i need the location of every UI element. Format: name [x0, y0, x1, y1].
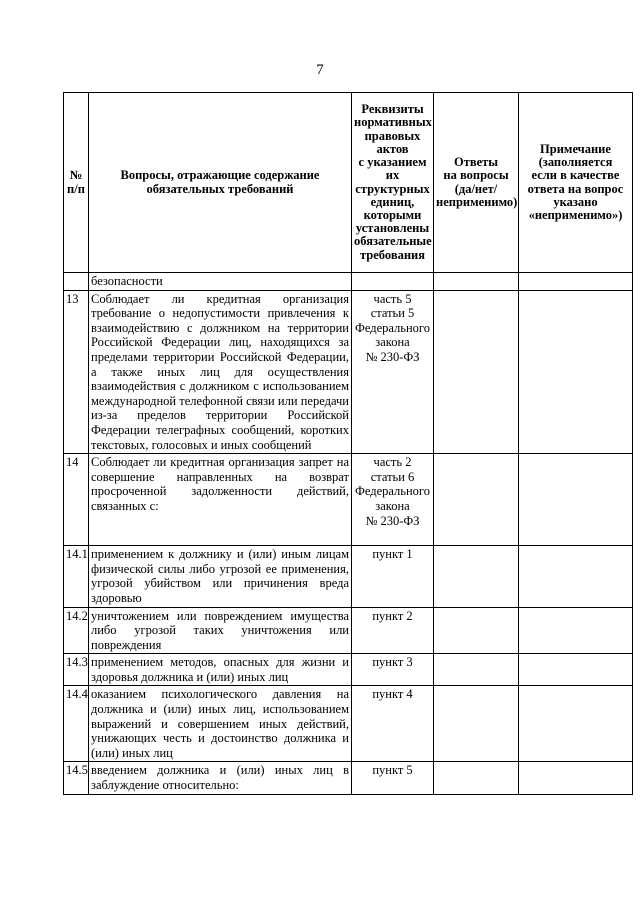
header-num [64, 93, 89, 273]
note-cell[interactable] [519, 546, 633, 607]
requisite-line: закона [375, 335, 410, 350]
row-question: введением должника и (или) иных лиц в заблуждение относительно: [89, 762, 352, 794]
requisite-line: № 230-ФЗ [365, 513, 420, 528]
table-row [64, 290, 633, 454]
note-cell[interactable] [519, 607, 633, 654]
header-num-line: п/п [67, 181, 85, 196]
header-num-line: № [69, 168, 83, 183]
requisite-line: часть 5 [373, 291, 412, 306]
requisite-line: статьи 6 [370, 469, 415, 484]
row-number: 14.1 [64, 546, 89, 607]
note-cell[interactable] [519, 454, 633, 546]
header-requisites-line: обязательные [354, 234, 432, 249]
header-requisites-line: актов [376, 141, 409, 156]
answer-cell[interactable] [434, 654, 519, 686]
requisite-line: Федерального [354, 320, 431, 335]
header-note-line: ответа на вопрос [527, 181, 624, 196]
header-question [89, 93, 352, 273]
row-question: Соблюдает ли кредитная организация требование о недопустимости привлечения к взаимодействию с должником на территории Российской Федерации лиц, находящихся за пределами территории Российской Федерации, а также иных лиц для осуществления взаимодействия с должником с использованием международной телефонной связи или передачи из-за пределов территории Российской Федерации телеграфных сообщений, коротких текстовых, голосовых и иных сообщений [89, 290, 352, 454]
requisite-line: № 230-ФЗ [365, 349, 420, 364]
requisite-line: пункт 4 [372, 687, 413, 702]
header-question-line: обязательных требований [146, 181, 294, 196]
header-requisites-line: требования [360, 247, 425, 262]
header-answers-line: (да/нет/ [454, 181, 498, 196]
page-number: 7 [316, 62, 324, 78]
table-row [64, 762, 633, 794]
header-row [64, 93, 633, 273]
row-requisites [352, 273, 434, 291]
row-requisites [352, 654, 434, 686]
row-requisites [352, 686, 434, 762]
row-number: 14.3 [64, 654, 89, 686]
answer-cell[interactable] [434, 546, 519, 607]
requisite-line: закона [375, 498, 410, 513]
header-requisites-line: правовых [364, 128, 421, 143]
answer-cell[interactable] [434, 273, 519, 291]
note-cell[interactable] [519, 686, 633, 762]
requisite-line: часть 2 [373, 455, 412, 470]
checklist-table [63, 92, 633, 795]
table-row [64, 654, 633, 686]
table-row [64, 546, 633, 607]
note-cell[interactable] [519, 654, 633, 686]
requisite-line: пункт 2 [372, 608, 413, 623]
table-row [64, 686, 633, 762]
header-note-line: если в качестве [531, 168, 620, 183]
row-requisites [352, 290, 434, 454]
header-note-line: указано [553, 194, 598, 209]
header-requisites-line: нормативных [354, 115, 432, 130]
header-requisites-line: с указанием [358, 155, 427, 170]
header-answers-line: Ответы [453, 155, 499, 170]
header-requisites-line: их [385, 168, 400, 183]
row-number: 14 [64, 454, 89, 546]
row-number [64, 273, 89, 291]
note-cell[interactable] [519, 762, 633, 794]
note-cell[interactable] [519, 290, 633, 454]
requisite-line: Федерального [354, 484, 431, 499]
row-number: 13 [64, 290, 89, 454]
header-requisites-line: установлены [355, 221, 430, 236]
header-answers [434, 93, 519, 273]
requisite-line: статьи 5 [370, 306, 415, 321]
header-requisites-line: структурных [355, 181, 430, 196]
row-question: безопасности [89, 273, 352, 291]
header-answers-line: на вопросы [443, 168, 509, 183]
header-note-line: (заполняется [538, 155, 613, 170]
header-requisites-line: Реквизиты [361, 102, 424, 117]
row-number: 14.5 [64, 762, 89, 794]
row-question: уничтожением или повреждением имущества либо угрозой таких уничтожения или повреждения [89, 607, 352, 654]
row-number: 14.4 [64, 686, 89, 762]
row-requisites [352, 762, 434, 794]
header-answers-line: неприменимо) [436, 194, 518, 209]
header-requisites [352, 93, 434, 273]
row-question: Соблюдает ли кредитная организация запрет на совершение направленных на возврат просроченной задолженности действий, связанных с: [89, 454, 352, 546]
header-question-line: Вопросы, отражающие содержание [120, 168, 320, 183]
note-cell[interactable] [519, 273, 633, 291]
requisite-line: пункт 5 [372, 763, 413, 778]
header-note [519, 93, 633, 273]
requisite-line: пункт 1 [372, 547, 413, 562]
table-row [64, 607, 633, 654]
header-requisites-line: единиц, [370, 194, 415, 209]
header-note-line: Примечание [540, 141, 611, 156]
header-requisites-line: которыми [363, 207, 422, 222]
requisite-line: пункт 3 [372, 655, 413, 670]
answer-cell[interactable] [434, 686, 519, 762]
table-row [64, 454, 633, 546]
table-row [64, 273, 633, 291]
answer-cell[interactable] [434, 762, 519, 794]
row-requisites [352, 454, 434, 546]
row-number: 14.2 [64, 607, 89, 654]
row-question: применением методов, опасных для жизни и здоровья должника и (или) иных лиц [89, 654, 352, 686]
header-note-line: «неприменимо») [528, 207, 623, 222]
row-question: применением к должнику и (или) иным лицам физической силы либо угрозой ее применения, угрозой убийством или причинения вреда здоровью [89, 546, 352, 607]
row-question: оказанием психологического давления на должника и (или) иных лиц, использованием выражений и совершением иных действий, унижающих честь и достоинство должника и (или) иных лиц [89, 686, 352, 762]
answer-cell[interactable] [434, 454, 519, 546]
answer-cell[interactable] [434, 607, 519, 654]
answer-cell[interactable] [434, 290, 519, 454]
row-requisites [352, 546, 434, 607]
row-requisites [352, 607, 434, 654]
